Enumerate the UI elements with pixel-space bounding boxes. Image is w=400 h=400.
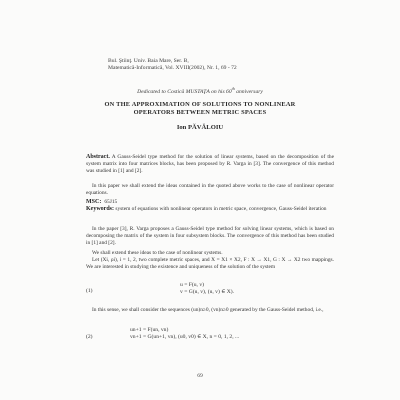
msc-line (86, 199, 117, 205)
equation-2-line-1: un+1 = F(un, vn) (130, 327, 169, 333)
abstract-paragraph-2: In this paper we shall extend the ideas contained in the quoted above works to the case of nonlinear operator equations. (86, 183, 334, 197)
keywords-text: system of equations with nonlinear operators in metric space, convergence, Gauss-Seidel iteration (115, 206, 327, 212)
msc-value: 65J15 (104, 199, 118, 205)
intro-paragraph-1: In the paper [3], R. Varga proposes a Gauss-Seidel type method for solving linear systems, which is based on decomposing the matrix of the system in four subsystem blocks. The convergence of this method has been studied in [1] and [2]. (86, 226, 334, 247)
equation-2 (130, 327, 239, 342)
abstract (86, 154, 334, 176)
intro-paragraph-3: Let (Xi, ρi), i = 1, 2, two complete metric spaces, and X = X1 × X2, F : X → X1, G : X → X2 two mappings. We are interested in studying the existence and uniqueness of the solution of the system (86, 257, 334, 271)
page-number: 69 (197, 373, 203, 379)
equation-2-line-2: vn+1 = G(un+1, vn), (u0, v0) ∈ X, n = 0, 1, 2, ... (130, 334, 240, 341)
journal-line-2: Matematică-Informatică, Vol. XVIII(2002), Nr. 1, 69 - 72 (108, 65, 237, 72)
author-name: Ion PĂVĂLOIU (176, 124, 224, 131)
title-line-2: OPERATORS BETWEEN METRIC SPACES (133, 109, 267, 116)
sequence-paragraph: In this sense, we shall consider the sequences (un)n≥0, (vn)n≥0 generated by the Gauss-Seidel method, i.e., (92, 307, 324, 313)
title-line-1: ON THE APPROXIMATION OF SOLUTIONS TO NONLINEAR (104, 101, 296, 108)
journal-line-1: Bul. Ştiinţ. Univ. Baia Mare, Ser. B, (108, 58, 189, 64)
paper-title (60, 101, 340, 117)
journal-header (108, 58, 308, 73)
equation-1-line-2: v = G(u, v), (u, v) ∈ X). (180, 289, 235, 296)
equation-2-number: (2) (86, 334, 93, 340)
equation-1-line-1: u = F(u, v) (180, 282, 204, 288)
equation-1-number: (1) (86, 288, 93, 294)
abstract-text: A Gauss-Seidel type method for the solution of linear systems, based on the decomposition of the system matrix into four matrices blocks, has been proposed by R. Varga in [3]. The convergence of this method was studied in [1] and [2]. (86, 154, 334, 175)
dedication: Dedicated to Costică MUSTAŢA on his 60th anniversary (137, 86, 263, 95)
keywords (86, 206, 334, 213)
keywords-label: Keywords: (86, 206, 114, 212)
abstract-label: Abstract. (86, 154, 110, 160)
msc-label: MSC: (86, 199, 102, 205)
equation-1 (180, 282, 234, 297)
intro-paragraph-2: We shall extend these ideas to the case of nonlinear systems. (92, 250, 223, 256)
